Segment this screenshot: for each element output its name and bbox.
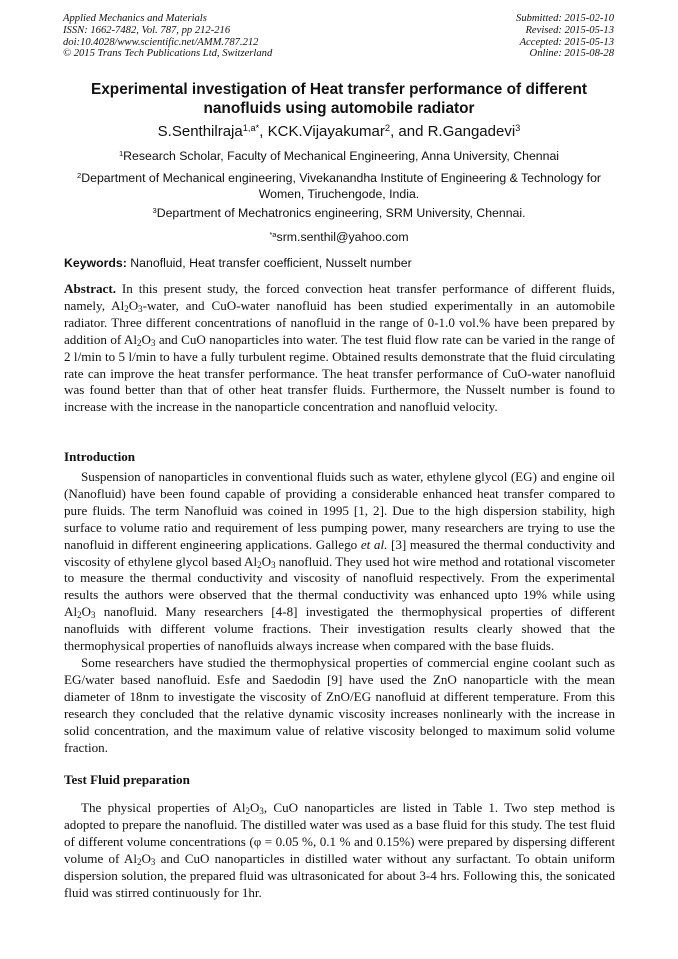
author-1-marker: 1,a*: [242, 122, 260, 133]
paragraph-text: O: [81, 604, 92, 620]
subscript: 3: [150, 856, 156, 867]
title-line-1: Experimental investigation of Heat transfer performance of different: [90, 81, 588, 98]
keywords-text: Nanofluid, Heat transfer coefficient, Nusselt number: [126, 256, 412, 270]
subscript: 3: [138, 304, 143, 315]
keywords-label: Keywords:: [64, 256, 127, 270]
affiliation-2-line-1: Department of Mechanical engineering, Vivekanandha Institute of Engineering & Technology for: [81, 171, 601, 185]
email-marker: *a: [269, 229, 277, 239]
paragraph-text: O: [141, 850, 151, 866]
section-heading-introduction: Introduction: [64, 449, 136, 464]
author-2: , KCK.Vijayakumar: [259, 123, 385, 140]
abstract-text: -water, and CuO-water nanofluid has been studied experimentally in an automobile radiator. Three different concentrations of nanofluid in the range of 0-1.0 vol.% have been prepared by addition of Al: [64, 297, 615, 347]
affiliation-1-marker: 1: [118, 148, 124, 158]
affiliation-3: [60, 206, 618, 222]
paragraph-text: and CuO nanoparticles in distilled water without any surfactant. To obtain uniform dispersion solution, the prepared fluid was ultrasonicated for about 3-4 hrs. Following this, the sonicated fluid was stirred continuously for 1hr.: [64, 850, 615, 900]
paragraph: [64, 800, 615, 901]
subscript: 2: [124, 304, 129, 315]
abstract-text: In this present study, the forced convection heat transfer performance of different fluids, namely, Al: [64, 281, 615, 313]
date-submitted: Submitted: 2015-02-10: [516, 13, 614, 24]
paragraph-text: [3] measured the thermal conductivity and viscosity of ethylene glycol based Al: [64, 536, 615, 569]
paragraph-text: The physical properties of Al: [81, 800, 246, 815]
affiliation-2-marker: 2: [77, 170, 82, 180]
journal-copyright: © 2015 Trans Tech Publications Ltd, Switzerland: [63, 48, 273, 60]
subscript: 2: [137, 856, 142, 867]
subscript: 2: [77, 610, 82, 621]
subscript: 2: [245, 806, 250, 817]
affiliation-2-line-2: Women, Tiruchengode, India.: [258, 186, 420, 201]
affiliation-3-marker: 3: [152, 205, 157, 215]
affiliation-1-text: Research Scholar, Faculty of Mechanical Engineering, Anna University, Chennai: [123, 149, 560, 163]
abstract-text: and CuO nanoparticles into water. The test fluid flow rate can be varied in the range of 2 l/min to 5 l/min to have a fully turbulent regime. Obtained results demonstrate that the fluid circulating rate can improve the heat transfer performance. The heat transfer performance of CuO-water nanofluid was found better than that of other heat transfer fluids. Furthermore, the Nusselt number is found to increase with the increase in the nanoparticle concentration and nanofluid velocity.: [64, 331, 615, 415]
paragraph-text: , CuO nanoparticles are listed in Table 1. Two step method is adopted to prepare the nanofluid. The distilled water was used as a base fluid for this study. The test fluid of different volume concentrations (φ = 0.05 %, 0.1 % and 0.15%) were prepared by dispersing different volume of Al: [64, 800, 616, 866]
journal-info: [63, 13, 272, 60]
keywords: [64, 256, 616, 271]
abstract-text: O: [128, 297, 139, 313]
author-3-marker: 3: [515, 122, 521, 133]
italic-text: et al.: [360, 536, 388, 552]
author-3: , and R.Gangadevi: [390, 123, 516, 140]
paragraph: [64, 469, 615, 655]
author-1: S.Senthilraja: [157, 123, 243, 140]
corresponding-email: [60, 230, 618, 246]
affiliation-1: [60, 149, 618, 165]
paragraph-text: Suspension of nanoparticles in conventional fluids such as water, ethylene glycol (EG) and engine oil (Nanofluid) have been found capable of providing a considerable enhanced heat transfer compared to pure fluids. The term Nanofluid was coined in 1995 [1, 2]. Due to the high dispersion stability, high surface to volume ratio and requirement of less pumping power, many researchers are trying to use the nanofluid in different engineering applications. Gallego: [64, 469, 615, 552]
abstract: [64, 281, 615, 416]
author-2-marker: 2: [384, 122, 391, 133]
subscript: 2: [257, 559, 262, 570]
journal-doi: doi:10.4028/www.scientific.net/AMM.787.212: [63, 36, 259, 48]
subscript: 3: [91, 610, 96, 621]
subscript: 3: [150, 337, 156, 348]
paragraph-text: O: [249, 800, 260, 815]
submission-dates: [516, 13, 614, 60]
paragraph-text: nanofluid. Many researchers [4-8] investigated the thermophysical properties of different nanofluids with different volume fractions. Their investigation results clearly showed that the thermophysical properties of nanofluids always increase when compared with the base fluids.: [64, 604, 615, 654]
subscript: 3: [271, 559, 276, 570]
author-list: [60, 122, 618, 142]
introduction-body: [64, 469, 615, 756]
journal-name: Applied Mechanics and Materials: [63, 13, 207, 24]
date-online: Online: 2015-08-28: [529, 48, 614, 60]
paragraph-text: nanofluid. They used hot wire method and rotational viscometer to measure the thermal conductivity and viscosity of nanofluid respectively. From the experimental results the authors were observed that the thermal conductivity was enhanced upto 19% while using Al: [64, 553, 615, 620]
email-address: srm.senthil@yahoo.com: [276, 230, 409, 244]
subscript: 2: [137, 337, 142, 348]
date-revised: Revised: 2015-05-13: [525, 24, 614, 36]
abstract-label: Abstract.: [64, 281, 116, 296]
paragraph: Some researchers have studied the thermophysical properties of commercial engine coolant such as EG/water based nanofluid. Esfe and Saedodin [9] have used the ZnO nanoparticle with the mean diameter of 18nm to investigate the viscosity of ZnO/EG nanofluid at different temperature. From this research they concluded that the relative dynamic viscosity increases nonlinearly with the increase in solid concentration, and the maximum value of relative viscosity belonged to maximum solid volume fraction.: [64, 654, 615, 755]
abstract-text: O: [141, 331, 151, 347]
journal-issn: ISSN: 1662-7482, Vol. 787, pp 212-216: [63, 24, 231, 36]
subscript: 3: [259, 806, 264, 817]
date-accepted: Accepted: 2015-05-13: [519, 36, 614, 48]
affiliation-3-text: Department of Mechatronics engineering, SRM University, Chennai.: [156, 206, 526, 220]
paper-title: [60, 80, 618, 118]
title-line-2: nanofluids using automobile radiator: [203, 100, 475, 117]
affiliation-2: [60, 171, 618, 202]
section-heading-test-fluid-preparation: Test Fluid preparation: [64, 772, 190, 787]
paragraph-text: O: [261, 553, 272, 569]
test-fluid-body: [64, 800, 615, 901]
